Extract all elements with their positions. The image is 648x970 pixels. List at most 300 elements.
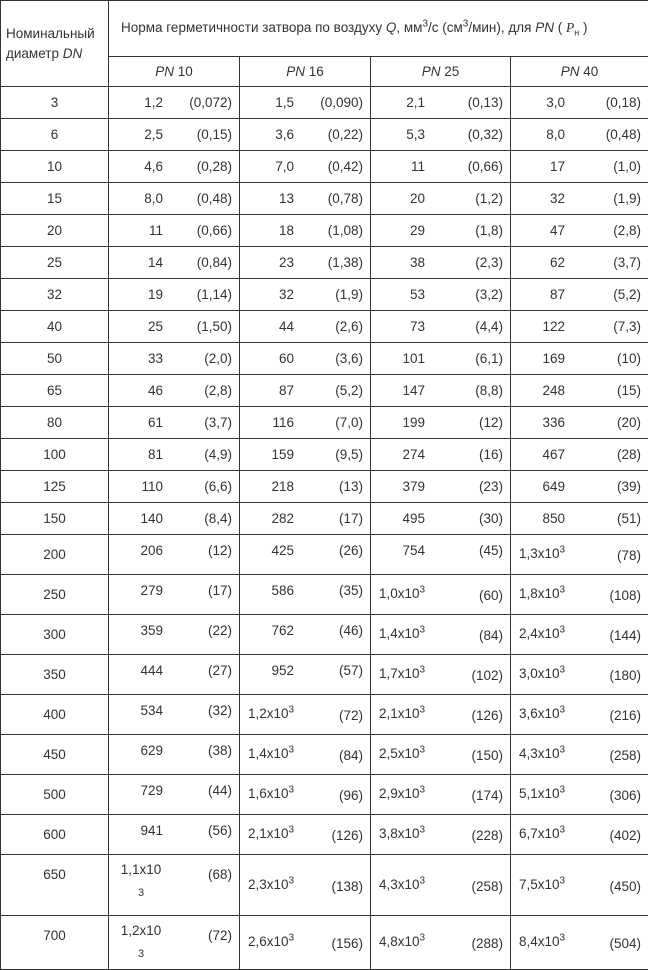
rate-cell <box>109 655 240 695</box>
rate-value <box>248 255 294 270</box>
rate-cell-content <box>511 626 648 643</box>
table-row <box>1 535 648 575</box>
rate-exponent: 3 <box>289 705 295 716</box>
rate-mantissa: 1,2x10 <box>121 923 162 938</box>
rate-per-minute: (2,8) <box>613 223 641 238</box>
rate-cell <box>511 775 648 815</box>
rate-value <box>248 826 294 843</box>
rate-cell <box>371 215 511 247</box>
dn-cell: 650 <box>1 855 109 916</box>
rate-per-minute: (13) <box>339 479 363 494</box>
rate-per-minute: (17) <box>339 511 363 526</box>
rate-cell <box>240 916 371 970</box>
rate-cell-content <box>511 255 648 270</box>
rate-per-minute: (0,42) <box>328 159 363 174</box>
rate-cell <box>371 815 511 855</box>
rate-per-minute: (12) <box>479 415 503 430</box>
rate-per-minute: (51) <box>617 511 641 526</box>
rate-value <box>519 586 565 603</box>
rate-per-minute: (402) <box>610 826 642 843</box>
rate-cell-content <box>511 95 648 110</box>
rate-cell-content <box>371 706 510 723</box>
rate-cell <box>240 407 371 439</box>
rate-cell-content <box>109 287 239 302</box>
rate-per-minute: (9,5) <box>335 447 363 462</box>
rate-per-minute: (27) <box>208 663 232 678</box>
pn-label: PN <box>286 64 305 79</box>
dn-header-line2: диаметр <box>6 46 59 61</box>
rate-mantissa: 46 <box>148 383 163 398</box>
rate-mantissa: 629 <box>140 743 163 758</box>
rate-value <box>379 479 425 494</box>
rate-value <box>248 383 294 398</box>
rate-mantissa: 4,3x10 <box>379 877 420 892</box>
rate-cell-content <box>371 511 510 526</box>
rate-value <box>248 127 294 142</box>
q-text-3: /с (см <box>428 20 463 35</box>
table-row <box>1 343 648 375</box>
rate-mantissa: 47 <box>550 223 565 238</box>
rate-value <box>379 159 425 174</box>
rate-cell <box>511 503 648 535</box>
rate-mantissa: 8,0 <box>546 127 565 142</box>
rate-per-minute: (156) <box>331 934 363 951</box>
rate-value <box>379 934 425 951</box>
dn-cell: 80 <box>1 407 109 439</box>
rate-per-minute: (228) <box>471 826 503 843</box>
dn-cell: 500 <box>1 775 109 815</box>
rate-per-minute: (1,50) <box>197 319 232 334</box>
rate-per-minute: (2,6) <box>335 319 363 334</box>
pn-40-header <box>511 57 648 87</box>
rate-mantissa: 60 <box>279 351 294 366</box>
rate-per-minute: (5,2) <box>613 287 641 302</box>
rate-value <box>117 255 163 270</box>
rate-per-minute: (4,9) <box>204 447 232 462</box>
dn-cell: 600 <box>1 815 109 855</box>
rate-mantissa: 3,0x10 <box>519 666 560 681</box>
rate-mantissa: 3,8x10 <box>379 826 420 841</box>
rate-mantissa: 110 <box>141 479 163 494</box>
rate-cell-content <box>109 159 239 174</box>
rate-value <box>379 626 425 643</box>
rate-exponent: 3 <box>560 585 566 596</box>
rate-mantissa: 4,8x10 <box>379 934 420 949</box>
table-row <box>1 279 648 311</box>
rate-exponent: 3 <box>289 745 295 756</box>
rate-value <box>117 920 165 965</box>
rate-mantissa: 762 <box>271 623 294 638</box>
pn-label: PN <box>561 64 580 79</box>
rate-value <box>519 511 565 526</box>
rate-cell <box>511 575 648 615</box>
rate-cell <box>371 375 511 407</box>
rate-mantissa: 14 <box>148 255 163 270</box>
rate-cell-content <box>371 383 510 398</box>
table-row <box>1 119 648 151</box>
rate-mantissa: 5,1x10 <box>519 786 560 801</box>
rate-per-minute: (72) <box>208 920 232 943</box>
dn-cell: 250 <box>1 575 109 615</box>
rate-per-minute: (180) <box>610 666 642 683</box>
rate-value <box>117 623 163 638</box>
rate-cell <box>240 855 371 916</box>
rate-value <box>117 191 163 206</box>
rate-mantissa: 206 <box>140 543 163 558</box>
rate-cell-content <box>371 826 510 843</box>
rate-mantissa: 87 <box>279 383 294 398</box>
rate-cell <box>109 279 240 311</box>
rate-cell <box>511 375 648 407</box>
rate-cell-content <box>240 934 370 951</box>
rate-cell-content <box>240 706 370 723</box>
rate-mantissa: 1,5 <box>275 95 294 110</box>
rate-exponent: 3 <box>420 875 426 886</box>
rate-cell <box>240 279 371 311</box>
pn-value: 16 <box>309 64 324 79</box>
pn-16-header <box>240 57 371 87</box>
table-row <box>1 815 648 855</box>
rate-exponent: 3 <box>560 665 566 676</box>
rate-per-minute: (150) <box>471 746 503 763</box>
rate-exponent: 3 <box>560 933 566 944</box>
rate-mantissa: 850 <box>542 511 565 526</box>
rate-per-minute: (26) <box>339 543 363 558</box>
dn-cell: 100 <box>1 439 109 471</box>
rate-value <box>379 255 425 270</box>
rate-mantissa: 2,6x10 <box>248 934 289 949</box>
rate-cell <box>109 471 240 503</box>
rate-exponent: 3 <box>138 948 144 960</box>
rate-mantissa: 952 <box>271 663 294 678</box>
rate-per-minute: (306) <box>610 786 642 803</box>
rate-value <box>117 383 163 398</box>
rate-per-minute: (5,2) <box>335 383 363 398</box>
rate-cell-content <box>109 511 239 526</box>
rate-per-minute: (35) <box>339 583 363 598</box>
rate-mantissa: 336 <box>542 415 565 430</box>
rate-per-minute: (0,66) <box>468 159 503 174</box>
q-symbol: Q <box>386 20 397 35</box>
rate-cell <box>511 655 648 695</box>
rate-per-minute: (1,08) <box>328 223 363 238</box>
rate-value <box>248 351 294 366</box>
dn-cell: 150 <box>1 503 109 535</box>
rate-per-minute: (57) <box>339 663 363 678</box>
rate-mantissa: 11 <box>411 159 425 174</box>
rate-value <box>248 623 294 638</box>
rate-cell-content <box>371 223 510 238</box>
rate-exponent: 3 <box>420 745 426 756</box>
rate-per-minute: (3,6) <box>335 351 363 366</box>
rate-cell <box>371 311 511 343</box>
rate-cell <box>511 471 648 503</box>
rate-cell-content <box>240 583 370 598</box>
rate-per-minute: (44) <box>208 783 232 798</box>
rate-value <box>117 287 163 302</box>
rate-mantissa: 73 <box>410 319 425 334</box>
rate-exponent: 3 <box>420 585 426 596</box>
rate-cell-content <box>240 623 370 638</box>
rate-cell <box>511 183 648 215</box>
rate-cell-content <box>511 159 648 174</box>
rate-cell-content <box>511 706 648 723</box>
rate-cell-content <box>109 583 239 598</box>
rate-exponent: 3 <box>560 875 566 886</box>
rate-value <box>379 127 425 142</box>
rate-mantissa: 8,4x10 <box>519 934 560 949</box>
rate-value <box>248 746 294 763</box>
rate-value <box>248 447 294 462</box>
rate-mantissa: 1,3x10 <box>519 546 560 561</box>
dn-cell: 3 <box>1 87 109 119</box>
rate-per-minute: (45) <box>479 543 503 558</box>
rate-value <box>519 223 565 238</box>
rate-exponent: 3 <box>420 933 426 944</box>
rate-cell-content <box>371 319 510 334</box>
rate-value <box>519 159 565 174</box>
dn-cell: 700 <box>1 916 109 970</box>
q-sup-2: 3 <box>463 18 469 29</box>
rate-per-minute: (78) <box>617 546 641 563</box>
rate-mantissa: 13 <box>279 191 294 206</box>
rate-value <box>248 287 294 302</box>
rate-value <box>519 666 565 683</box>
rate-cell-content <box>109 127 239 142</box>
rate-cell-content <box>109 823 239 838</box>
rate-value <box>248 415 294 430</box>
rate-per-minute: (1,0) <box>613 159 641 174</box>
rate-mantissa: 1,7x10 <box>379 666 420 681</box>
rate-value <box>248 223 294 238</box>
pn-label: PN <box>155 64 174 79</box>
rate-cell <box>109 503 240 535</box>
p-symbol: P <box>566 20 574 35</box>
rate-mantissa: 218 <box>271 479 294 494</box>
rate-cell-content <box>371 586 510 603</box>
rate-cell-content <box>109 351 239 366</box>
rate-cell <box>109 407 240 439</box>
rate-value <box>379 415 425 430</box>
q-open-paren: ( <box>558 20 563 35</box>
rate-mantissa: 199 <box>402 415 425 430</box>
rate-exponent: 3 <box>289 875 295 886</box>
dn-header-symbol: DN <box>63 46 83 61</box>
table-row <box>1 503 648 535</box>
rate-mantissa: 3,6x10 <box>519 706 560 721</box>
rate-value <box>519 127 565 142</box>
rate-mantissa: 649 <box>542 479 565 494</box>
rate-cell-content <box>371 191 510 206</box>
rate-cell-content <box>240 511 370 526</box>
rate-value <box>248 95 294 110</box>
rate-mantissa: 33 <box>148 351 163 366</box>
rate-cell <box>240 815 371 855</box>
rate-value <box>248 319 294 334</box>
rate-value <box>248 706 294 723</box>
rate-mantissa: 7,0 <box>275 159 294 174</box>
rate-cell-content <box>511 746 648 763</box>
rate-exponent: 3 <box>560 745 566 756</box>
rate-value <box>117 703 163 718</box>
rate-cell-content <box>240 663 370 678</box>
rate-cell <box>371 775 511 815</box>
rate-mantissa: 274 <box>402 447 425 462</box>
rate-mantissa: 81 <box>148 447 163 462</box>
rate-cell <box>109 695 240 735</box>
rate-value <box>248 877 294 894</box>
dn-cell: 6 <box>1 119 109 151</box>
rate-exponent: 3 <box>560 705 566 716</box>
rate-value <box>248 159 294 174</box>
rate-cell <box>109 855 240 916</box>
rate-mantissa: 5,3 <box>406 127 425 142</box>
rate-value <box>117 127 163 142</box>
rate-cell-content <box>109 703 239 718</box>
rate-cell-content <box>109 415 239 430</box>
rate-cell-content <box>371 746 510 763</box>
rate-cell <box>371 615 511 655</box>
rate-per-minute: (1,8) <box>475 223 503 238</box>
rate-cell-content <box>511 826 648 843</box>
rate-cell-content <box>240 127 370 142</box>
rate-value <box>379 586 425 603</box>
rate-mantissa: 1,8x10 <box>519 586 560 601</box>
rate-value <box>117 543 163 558</box>
rate-cell <box>371 87 511 119</box>
rate-cell <box>109 439 240 471</box>
rate-cell-content <box>511 511 648 526</box>
rate-cell <box>511 247 648 279</box>
rate-value <box>117 223 163 238</box>
rate-mantissa: 444 <box>140 663 163 678</box>
rate-cell-content <box>371 786 510 803</box>
rate-per-minute: (126) <box>471 706 503 723</box>
rate-per-minute: (102) <box>471 666 503 683</box>
rate-exponent: 3 <box>420 665 426 676</box>
rate-per-minute: (6,1) <box>475 351 503 366</box>
rate-cell <box>511 439 648 471</box>
dn-cell: 400 <box>1 695 109 735</box>
rate-cell <box>371 407 511 439</box>
rate-mantissa: 32 <box>279 287 294 302</box>
rate-mantissa: 53 <box>410 287 425 302</box>
rate-cell-content <box>511 786 648 803</box>
rate-cell <box>240 655 371 695</box>
rate-mantissa: 25 <box>148 319 163 334</box>
table-row <box>1 615 648 655</box>
rate-value <box>519 877 565 894</box>
dn-cell: 20 <box>1 215 109 247</box>
rate-cell-content <box>240 287 370 302</box>
rate-cell-content <box>511 586 648 603</box>
rate-value <box>519 706 565 723</box>
rate-cell-content <box>109 543 239 558</box>
rate-per-minute: (8,8) <box>475 383 503 398</box>
rate-cell <box>371 439 511 471</box>
rate-cell-content <box>511 447 648 462</box>
dn-cell: 10 <box>1 151 109 183</box>
rate-per-minute: (15) <box>617 383 641 398</box>
rate-value <box>379 223 425 238</box>
rate-per-minute: (216) <box>610 706 642 723</box>
table-row <box>1 215 648 247</box>
rate-cell-content <box>240 159 370 174</box>
rate-cell <box>240 343 371 375</box>
rate-value <box>117 415 163 430</box>
dn-header-cell <box>1 1 109 87</box>
rate-cell <box>511 695 648 735</box>
rate-cell-content <box>109 920 239 965</box>
rate-cell-content <box>240 351 370 366</box>
rate-per-minute: (20) <box>617 415 641 430</box>
rate-cell <box>240 151 371 183</box>
pn-25-header <box>371 57 511 87</box>
rate-cell-content <box>109 255 239 270</box>
rate-value <box>248 583 294 598</box>
rate-cell-content <box>511 223 648 238</box>
rate-mantissa: 4,3x10 <box>519 746 560 761</box>
table-row <box>1 407 648 439</box>
rate-value <box>379 666 425 683</box>
rate-value <box>248 934 294 951</box>
rate-value <box>379 877 425 894</box>
rate-value <box>379 383 425 398</box>
rate-mantissa: 38 <box>410 255 425 270</box>
rate-cell <box>109 183 240 215</box>
rate-value <box>117 663 163 678</box>
rate-value <box>519 191 565 206</box>
rate-per-minute: (2,0) <box>204 351 232 366</box>
rate-cell <box>511 735 648 775</box>
rate-exponent: 3 <box>289 785 295 796</box>
dn-cell: 125 <box>1 471 109 503</box>
rate-mantissa: 147 <box>402 383 425 398</box>
rate-mantissa: 140 <box>140 511 163 526</box>
rate-per-minute: (138) <box>331 877 363 894</box>
rate-value <box>248 543 294 558</box>
pn-10-header <box>109 57 240 87</box>
rate-value <box>117 859 165 904</box>
rate-value <box>379 191 425 206</box>
rate-per-minute: (450) <box>610 877 642 894</box>
rate-cell-content <box>109 479 239 494</box>
rate-cell-content <box>511 934 648 951</box>
rate-exponent: 3 <box>138 887 144 899</box>
rate-per-minute: (1,9) <box>613 191 641 206</box>
rate-value <box>248 191 294 206</box>
rate-cell-content <box>511 479 648 494</box>
rate-cell <box>371 855 511 916</box>
rate-exponent: 3 <box>420 625 426 636</box>
rate-cell <box>371 471 511 503</box>
rate-cell-content <box>109 191 239 206</box>
rate-per-minute: (30) <box>479 511 503 526</box>
rate-per-minute: (23) <box>479 479 503 494</box>
rate-mantissa: 18 <box>279 223 294 238</box>
rate-mantissa: 3,6 <box>275 127 294 142</box>
rate-value <box>379 511 425 526</box>
rate-mantissa: 534 <box>140 703 163 718</box>
pn-value: 10 <box>178 64 193 79</box>
rate-per-minute: (22) <box>208 623 232 638</box>
rate-mantissa: 29 <box>410 223 425 238</box>
rate-per-minute: (56) <box>208 823 232 838</box>
pn-value: 40 <box>583 64 598 79</box>
rate-value <box>379 543 425 558</box>
rate-per-minute: (0,22) <box>328 127 363 142</box>
rate-per-minute: (1,14) <box>197 287 232 302</box>
